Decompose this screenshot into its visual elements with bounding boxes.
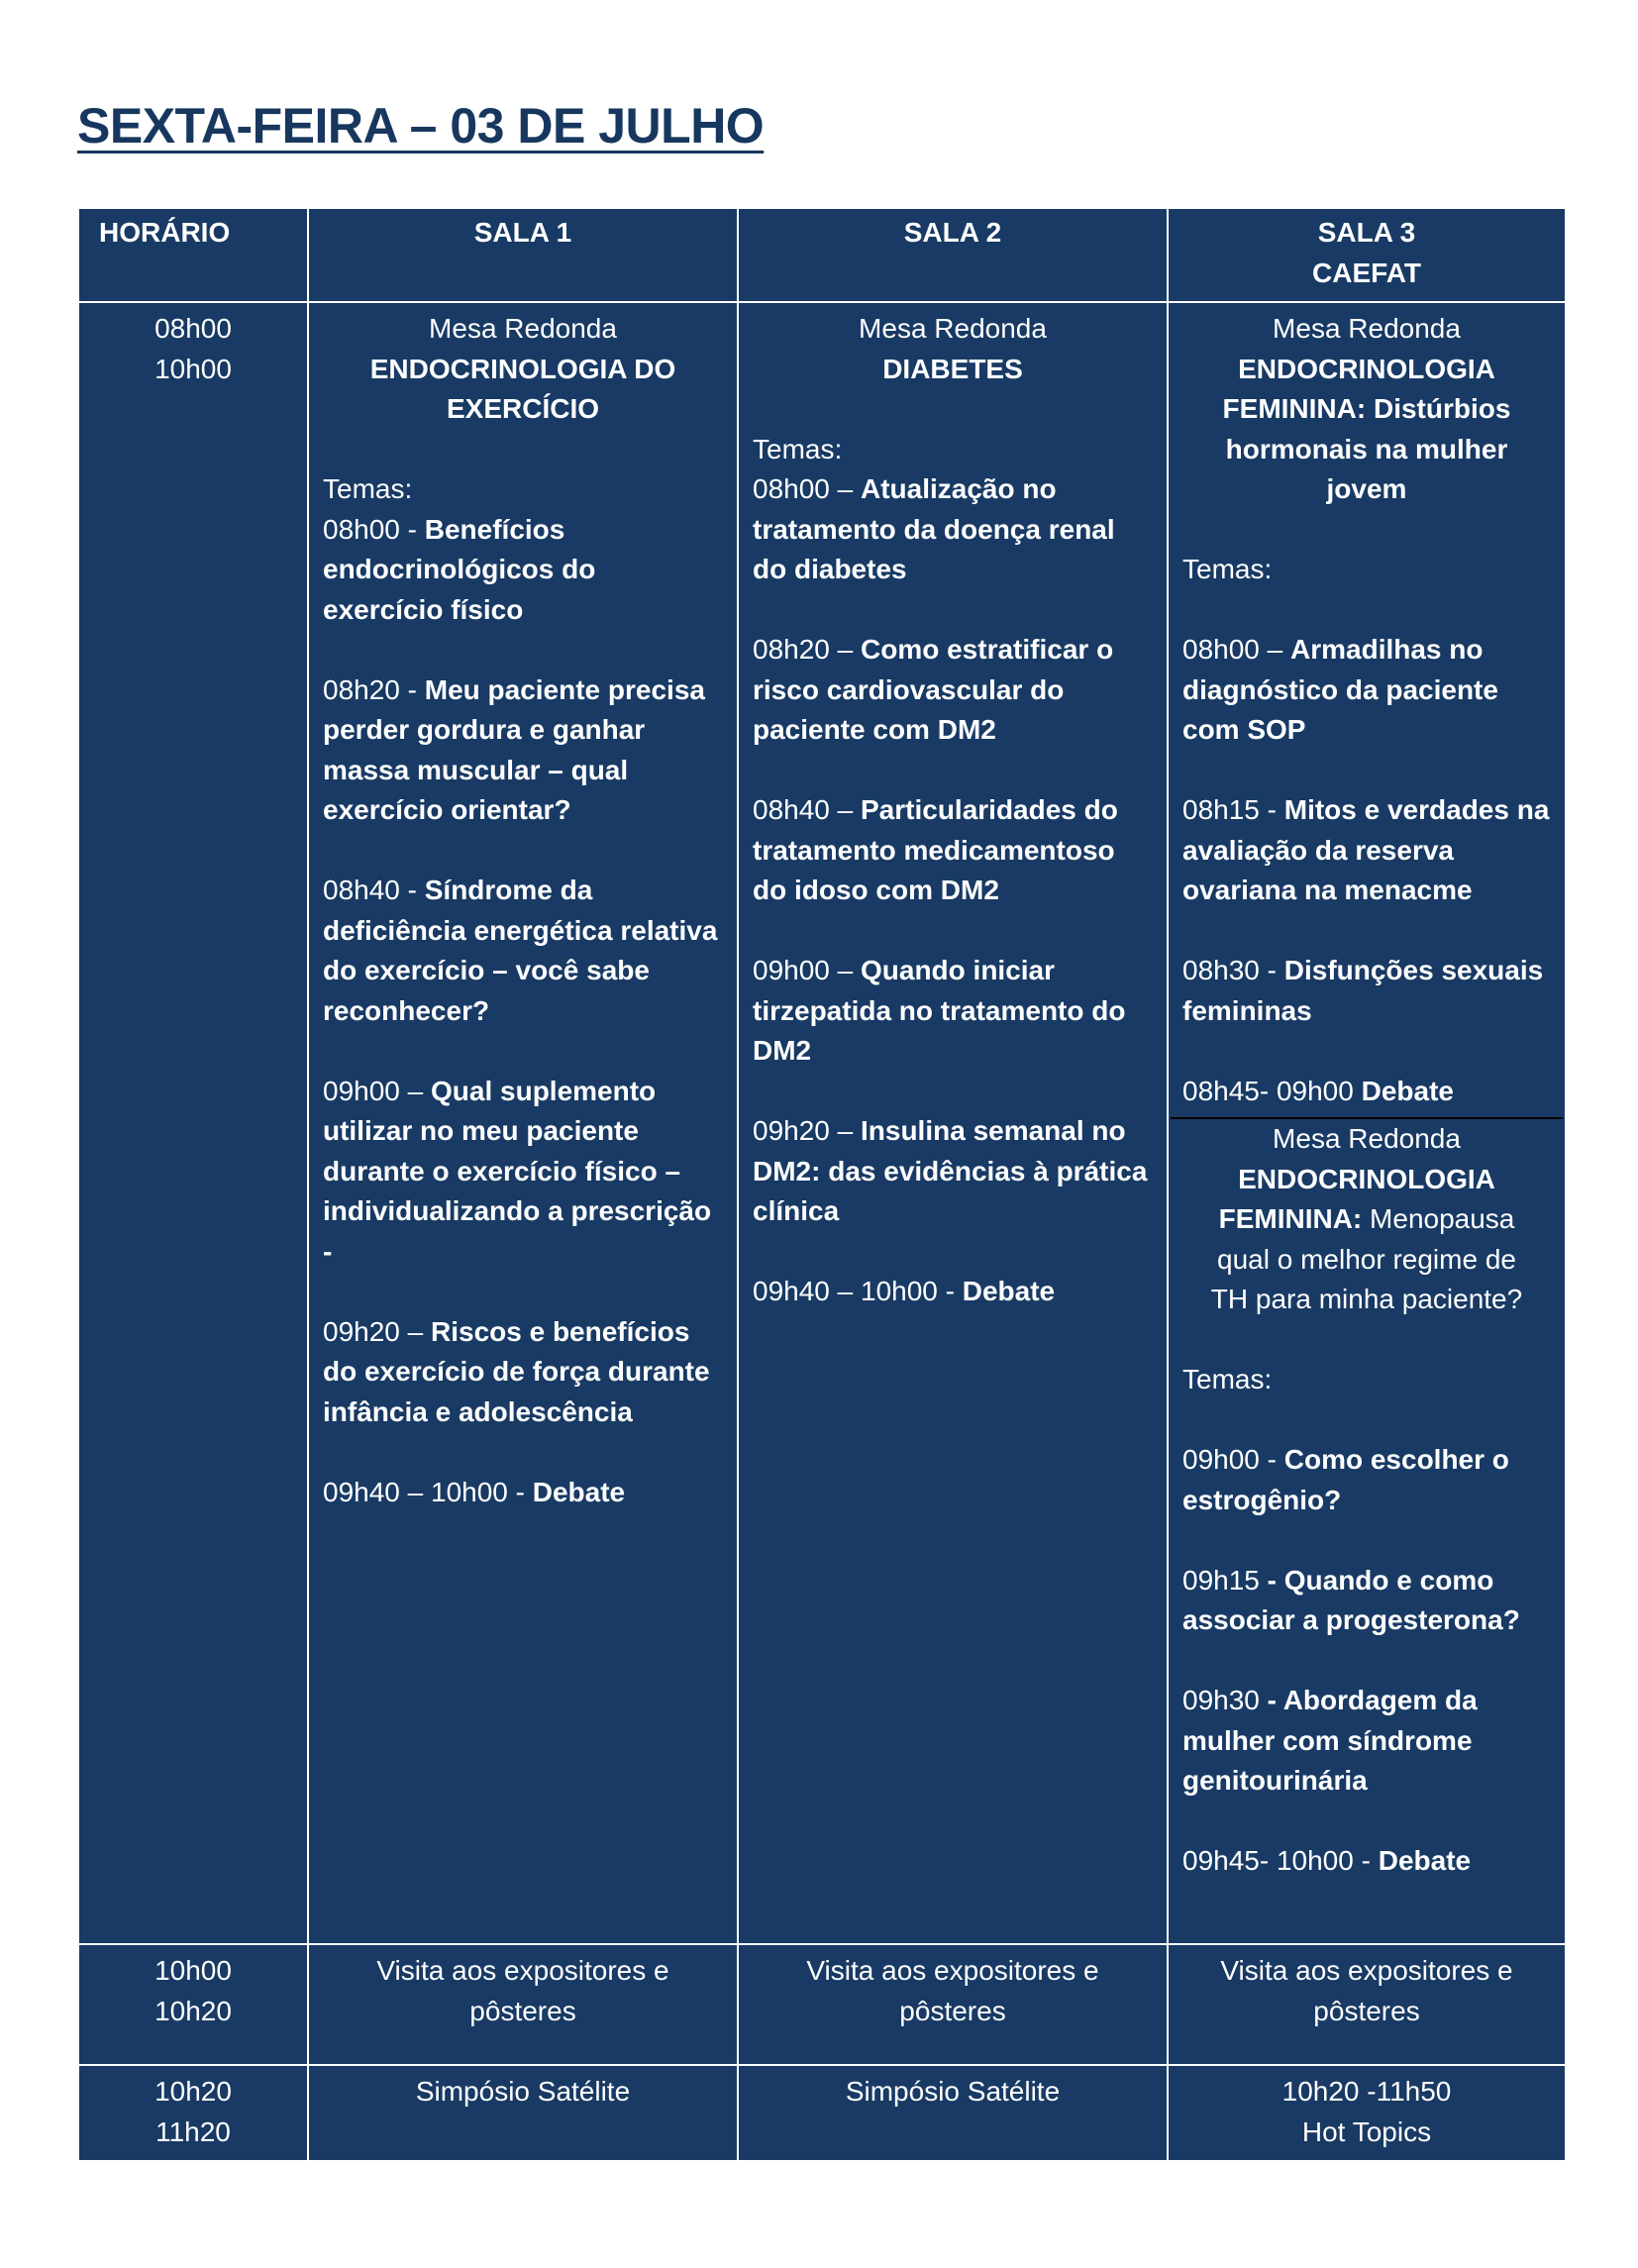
session-type: Mesa Redonda <box>1273 1123 1461 1154</box>
topic-time: 09h40 – 10h00 - <box>753 1276 963 1306</box>
session-title-line: TH para minha paciente? <box>1210 1284 1523 1314</box>
topic-time: 08h00 - <box>323 513 425 545</box>
topic-time: 09h20 – <box>753 1115 861 1146</box>
session-room-1 <box>308 302 738 1944</box>
topic-item <box>1182 1440 1551 1520</box>
topic-time: 08h20 - <box>323 673 425 705</box>
topic-time: 09h20 – <box>323 1315 431 1347</box>
topic-title: Armadilhas no diagnóstico da paciente com SOP <box>1182 634 1498 745</box>
session-type: Mesa Redonda <box>429 313 617 344</box>
topic-title: Síndrome da deficiência energética relativa do exercício – você sabe reconhecer? <box>323 875 718 1026</box>
header-row <box>78 208 1566 302</box>
time-start: 10h20 <box>154 2076 232 2107</box>
header-room-3-venue: CAEFAT <box>1312 257 1421 288</box>
topic-title: Particularidades do tratamento medicamentoso do idoso com DM2 <box>753 794 1118 905</box>
topic-title: Debate <box>1378 1845 1472 1876</box>
topic-item <box>753 1272 1153 1312</box>
break-text: Visita aos expositores e <box>1220 1955 1513 1986</box>
session-title-line: hormonais na mulher <box>1225 433 1508 464</box>
break-room-2 <box>738 1944 1168 2065</box>
time-cell <box>78 1944 308 2065</box>
time-end: 11h20 <box>155 2115 231 2147</box>
time-cell <box>78 302 308 1944</box>
hot-topics-title: Hot Topics <box>1301 2115 1432 2147</box>
topic-list <box>1182 1440 1551 1882</box>
topic-item <box>323 1473 723 1513</box>
header-room-1: SALA 1 <box>308 208 738 302</box>
topic-time: 08h40 - <box>323 875 425 905</box>
topic-time: 08h30 - <box>1182 955 1284 985</box>
topic-item <box>753 951 1153 1072</box>
topic-title: Insulina semanal no DM2: das evidências à prática clínica <box>753 1115 1148 1226</box>
schedule-table <box>77 207 1567 2162</box>
topic-title: Meu paciente precisa perder gordura e ganhar massa muscular – qual exercício orientar? <box>323 673 705 825</box>
hot-topics-room-3 <box>1168 2065 1566 2161</box>
break-text: pôsteres <box>899 1995 1006 2026</box>
topic-item <box>1182 1072 1551 1112</box>
topic-title: Debate <box>1361 1075 1454 1106</box>
break-text: pôsteres <box>1313 1995 1420 2026</box>
topic-item <box>753 630 1153 751</box>
session-type: Mesa Redonda <box>859 313 1047 344</box>
schedule-row-symposium <box>78 2065 1566 2161</box>
topic-time: 09h00 – <box>753 955 861 985</box>
schedule-row-morning <box>78 302 1566 1944</box>
session-room-3 <box>1168 302 1566 1944</box>
topic-list <box>753 469 1153 1312</box>
topic-time: 08h15 - <box>1182 794 1284 825</box>
topic-title: Debate <box>962 1276 1056 1306</box>
topic-title: Debate <box>532 1476 626 1507</box>
topic-item <box>753 469 1153 590</box>
topic-title: Riscos e benefícios do exercício de força durante infância e adolescência <box>323 1315 710 1427</box>
topic-title: Como estratificar o risco cardiovascular do paciente com DM2 <box>753 634 1114 745</box>
time-end: 10h20 <box>154 1995 232 2026</box>
session-title-normal: Menopausa <box>1362 1203 1515 1234</box>
topic-item <box>1182 790 1551 911</box>
topic-item <box>323 670 723 831</box>
session-title-bold: FEMININA: <box>1218 1203 1363 1234</box>
topic-title: Disfunções sexuais femininas <box>1182 955 1544 1026</box>
topic-item <box>323 1312 723 1433</box>
topic-item <box>323 871 723 1031</box>
break-room-1 <box>308 1944 738 2065</box>
break-room-3 <box>1168 1944 1566 2065</box>
time-start: 10h00 <box>154 1955 232 1986</box>
topic-item <box>323 1072 723 1273</box>
session-title-line: EXERCÍCIO <box>446 393 600 424</box>
topic-item <box>1182 1841 1551 1882</box>
page-title: SEXTA-FEIRA – 03 DE JULHO <box>77 98 765 154</box>
topic-title: Benefícios endocrinológicos do exercício físico <box>323 513 596 625</box>
topic-time: 09h15 <box>1182 1564 1268 1596</box>
topic-list <box>1182 630 1551 1111</box>
topic-time: 09h45- 10h00 - <box>1182 1845 1379 1876</box>
topic-time: 09h00 - <box>1182 1444 1284 1475</box>
session-title-line: jovem <box>1326 473 1407 504</box>
session-type: Mesa Redonda <box>1273 313 1461 344</box>
topic-list <box>323 510 723 1513</box>
header-time: HORÁRIO <box>78 208 308 302</box>
topic-time: 08h45- 09h00 <box>1182 1075 1362 1106</box>
session-title-line <box>1182 1199 1551 1240</box>
topic-time: 08h00 – <box>1182 634 1290 665</box>
topic-item <box>1182 1561 1551 1641</box>
topics-label: Temas: <box>1182 554 1273 584</box>
topics-label: Temas: <box>753 433 843 464</box>
symposium-room-2: Simpósio Satélite <box>738 2065 1168 2161</box>
topic-title: Mitos e verdades na avaliação da reserva ovariana na menacme <box>1182 794 1550 905</box>
session-title-line: ENDOCRINOLOGIA DO <box>369 353 676 384</box>
topics-label: Temas: <box>323 473 413 504</box>
topics-label: Temas: <box>1182 1364 1273 1394</box>
session-title-line: ENDOCRINOLOGIA <box>1238 1163 1495 1194</box>
break-text: Visita aos expositores e <box>806 1955 1099 1986</box>
topic-item <box>753 790 1153 911</box>
topic-time: 08h40 – <box>753 794 861 825</box>
topic-item <box>1182 951 1551 1031</box>
session-title-line: ENDOCRINOLOGIA <box>1238 353 1495 384</box>
symposium-room-1: Simpósio Satélite <box>308 2065 738 2161</box>
topic-item <box>323 510 723 631</box>
header-room-3 <box>1168 208 1566 302</box>
time-start: 08h00 <box>154 313 232 344</box>
topic-title: Qual suplemento utilizar no meu paciente durante o exercício físico – individualizando a prescrição - <box>323 1075 712 1267</box>
topic-time: 09h40 – 10h00 - <box>323 1476 533 1507</box>
topic-title: Como escolher o estrogênio? <box>1182 1444 1509 1515</box>
break-text: Visita aos expositores e <box>376 1955 669 1986</box>
session-title-line: DIABETES <box>882 353 1023 384</box>
topic-title: Quando iniciar tirzepatida no tratamento do DM2 <box>753 955 1126 1066</box>
topic-time: 09h00 – <box>323 1075 431 1106</box>
topic-title: Atualização no tratamento da doença renal do diabetes <box>753 473 1115 584</box>
time-end: 10h00 <box>154 353 232 384</box>
time-cell <box>78 2065 308 2161</box>
session-title-line: qual o melhor regime de <box>1217 1243 1516 1275</box>
topic-time: 08h20 – <box>753 634 861 665</box>
topic-item <box>753 1111 1153 1232</box>
topic-item <box>1182 1681 1551 1802</box>
topic-time: 08h00 – <box>753 473 861 504</box>
topic-title: - Quando e como associar a progesterona? <box>1182 1564 1520 1635</box>
session-title-line: FEMININA: Distúrbios <box>1222 393 1511 424</box>
header-room-3-name: SALA 3 <box>1317 217 1416 248</box>
topic-title: - Abordagem da mulher com síndrome genitourinária <box>1182 1685 1478 1796</box>
header-room-2: SALA 2 <box>738 208 1168 302</box>
hot-topics-time: 10h20 -11h50 <box>1281 2076 1452 2107</box>
session-room-2 <box>738 302 1168 1944</box>
topic-time: 09h30 <box>1182 1685 1268 1715</box>
topic-item <box>1182 630 1551 751</box>
schedule-row-break <box>78 1944 1566 2065</box>
break-text: pôsteres <box>469 1995 576 2026</box>
